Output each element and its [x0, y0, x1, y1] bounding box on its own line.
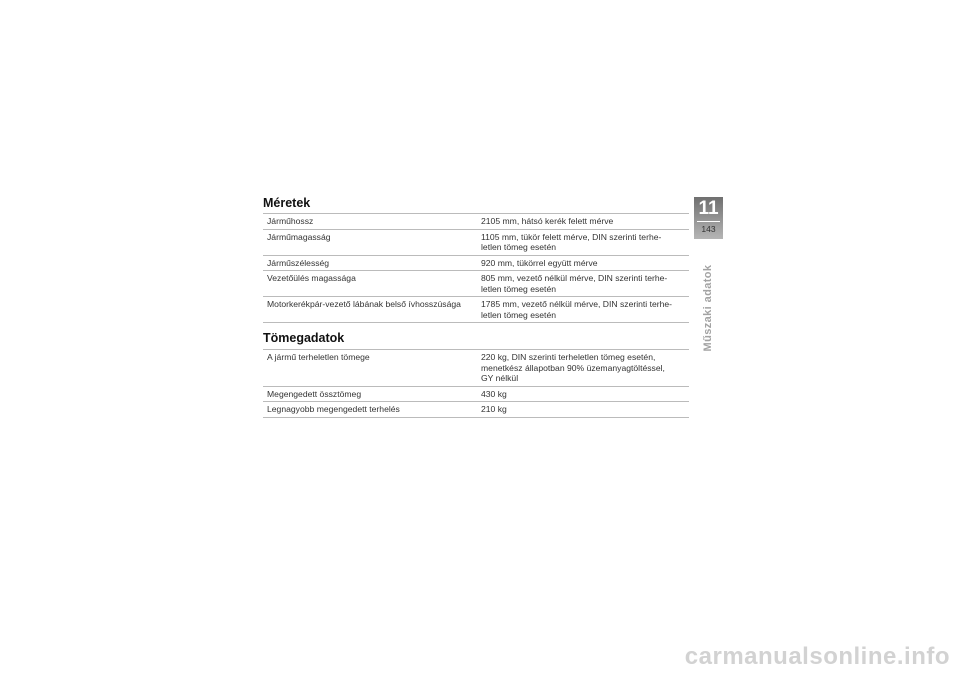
row-value — [477, 271, 689, 297]
row-label: Vezetőülés magassága — [267, 273, 356, 283]
value-line: 1785 mm, vezető nélkül mérve, DIN szerinti terhe- — [481, 299, 673, 309]
table-row — [263, 297, 689, 323]
table-row — [263, 255, 689, 271]
row-label: A jármű terheletlen tömege — [267, 352, 370, 362]
chapter-divider — [697, 221, 720, 222]
page-number: 143 — [701, 224, 716, 234]
table-row — [263, 214, 689, 230]
value-line: 210 kg — [481, 404, 507, 414]
row-value — [477, 214, 689, 230]
chapter-tab — [694, 197, 723, 239]
value-line: letlen tömeg esetén — [481, 309, 557, 320]
weights-table — [263, 349, 689, 418]
value-line: 2105 mm, hátsó kerék felett mérve — [481, 216, 614, 226]
section-title-weights: Tömegadatok — [263, 331, 345, 345]
value-line: 920 mm, tükörrel együtt mérve — [481, 257, 598, 268]
row-label: Motorkerékpár-vezető lábának belső ívhosszúsága — [267, 299, 461, 309]
table-row — [263, 386, 689, 402]
row-label: Járműszélesség — [267, 257, 330, 268]
table-row — [263, 402, 689, 418]
chapter-side-label: Műszaki adatok — [702, 264, 714, 352]
table-row — [263, 271, 689, 297]
table-row — [263, 350, 689, 387]
row-label: Járműmagasság — [267, 231, 331, 242]
row-label: Legnagyobb megengedett terhelés — [267, 404, 400, 414]
watermark: carmanualsonline.info — [684, 643, 950, 670]
row-value — [477, 386, 689, 402]
row-value — [477, 255, 689, 271]
value-line: GY nélkül — [481, 373, 519, 383]
value-line: letlen tömeg esetén — [481, 242, 557, 252]
value-line: 1105 mm, tükör felett mérve, DIN szerinti terhe- — [481, 231, 662, 242]
dimensions-table — [263, 213, 689, 323]
table-row — [263, 229, 689, 255]
section-title-dimensions: Méretek — [263, 196, 311, 210]
row-label: Járműhossz — [267, 216, 314, 226]
row-value — [477, 297, 689, 323]
row-label: Megengedett össztömeg — [267, 388, 362, 399]
row-value — [477, 350, 689, 387]
row-value — [477, 402, 689, 418]
value-line: menetkész állapotban 90% üzemanyagtöltéssel, — [481, 362, 665, 373]
value-line: 805 mm, vezető nélkül mérve, DIN szerinti terhe- — [481, 273, 668, 283]
row-value — [477, 229, 689, 255]
value-line: letlen tömeg esetén — [481, 283, 557, 294]
value-line: 220 kg, DIN szerinti terheletlen tömeg esetén, — [481, 352, 656, 362]
chapter-number: 11 — [698, 198, 719, 219]
value-line: 430 kg — [481, 388, 507, 399]
